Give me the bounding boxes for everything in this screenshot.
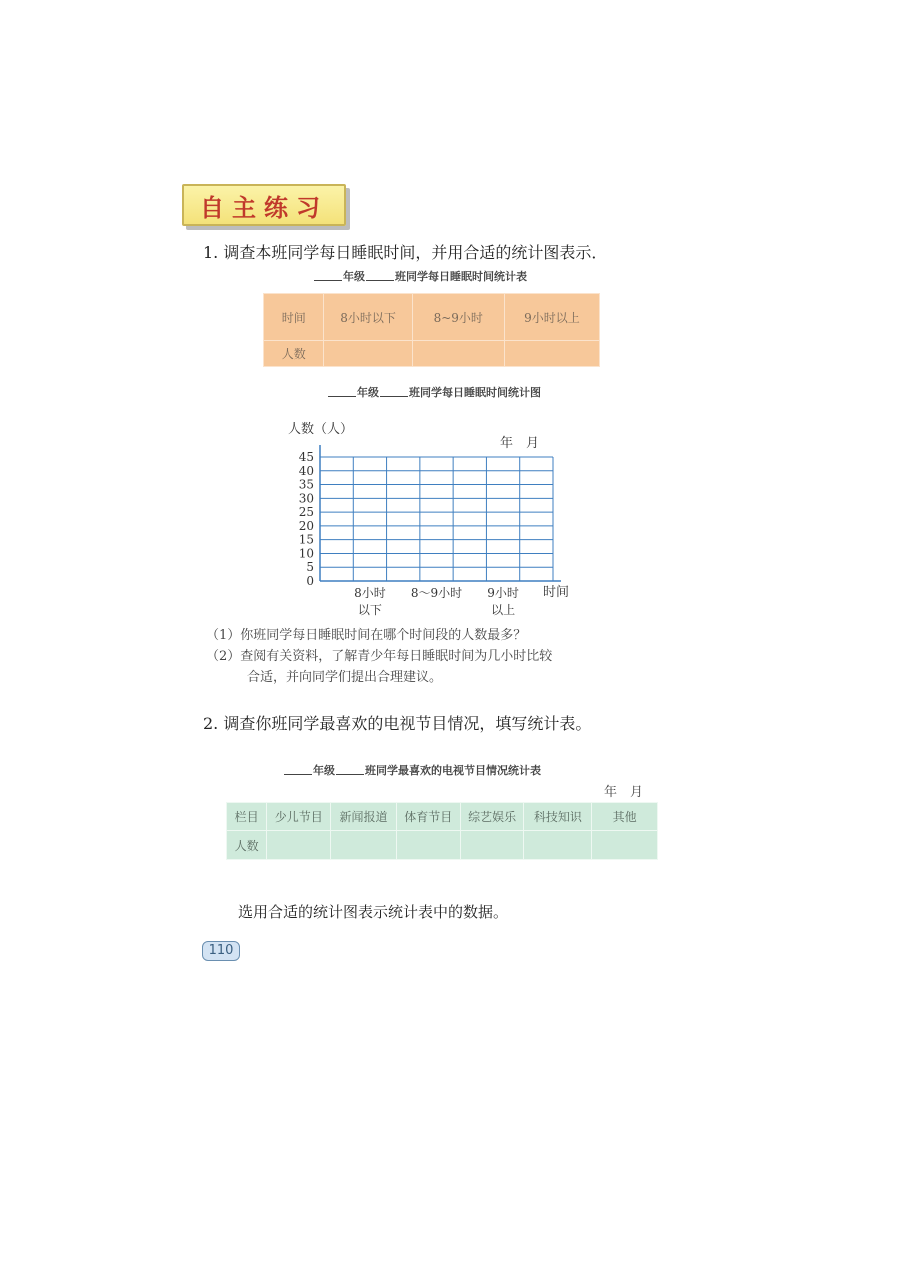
chart-date-label: 年 月 [500,436,540,451]
sleep-time-table [263,293,600,367]
table-1-header-cell: 9小时以上 [504,294,599,341]
y-tick-label: 15 [298,532,314,547]
grade-blank[interactable] [328,396,356,397]
y-tick-label: 45 [298,450,314,464]
table-2-header-cell: 其他 [592,803,658,831]
x-tick-label: 9小时 [487,586,519,600]
y-tick-label: 5 [306,560,314,575]
class-blank[interactable] [336,774,364,775]
chart-x-ticks [354,585,519,617]
question-2-instruction: 选用合适的统计图表示统计表中的数据。 [238,903,509,921]
grade-blank[interactable] [284,774,312,775]
table-2-header-cell: 少儿节目 [267,803,331,831]
table-1-input-cell[interactable] [412,341,504,367]
table-2-input-cell[interactable] [396,831,460,860]
table-2-input-cell[interactable] [592,831,658,860]
table-2-header-cell: 综艺娱乐 [460,803,524,831]
x-tick-label: 8～9小时 [410,586,463,600]
y-tick-label: 25 [298,505,314,520]
chart-caption: 年级 班同学每日睡眠时间统计图 [327,384,541,400]
chart-x-axis-label: 时间 [543,585,570,600]
table-2-input-cell[interactable] [460,831,524,860]
table-2-input-cell[interactable] [524,831,592,860]
chart-y-ticks [299,450,314,588]
y-tick-label: 40 [298,463,314,478]
table-1-header-cell: 8~9小时 [412,294,504,341]
chart-grid [320,445,561,581]
y-tick-label: 30 [298,491,314,506]
table-2-header-cell: 新闻报道 [331,803,397,831]
sleep-time-chart [270,410,590,620]
sub-question-2-line2: 合适，并向同学们提出合理建议。 [247,670,443,685]
y-tick-label: 20 [298,518,314,533]
class-blank[interactable] [380,396,408,397]
sub-question-2-line1: （2）查阅有关资料，了解青少年每日睡眠时间为几小时比较 [206,649,553,664]
x-tick-label: 以下 [357,603,382,617]
table-2-input-cell[interactable] [267,831,331,860]
x-tick-label: 8小时 [354,586,386,600]
table-2-row-label: 人数 [227,831,267,860]
table-2-input-cell[interactable] [331,831,397,860]
section-title: 自主练习 [182,184,346,226]
table-1-row-label: 人数 [264,341,324,367]
table-1-header-cell: 8小时以下 [324,294,412,341]
table-1-input-cell[interactable] [324,341,412,367]
table-2-header-cell: 科技知识 [524,803,592,831]
class-blank[interactable] [366,280,394,281]
grade-blank[interactable] [314,280,342,281]
question-1-text: 1. 调查本班同学每日睡眠时间，并用合适的统计图表示． [203,243,608,262]
table-1-caption: 年级 班同学每日睡眠时间统计表 [313,268,527,284]
table-2-caption: 年级 班同学最喜欢的电视节目情况统计表 [283,762,541,778]
table-1-input-cell[interactable] [504,341,599,367]
x-tick-label: 以上 [491,603,516,617]
sub-question-1: （1）你班同学每日睡眠时间在哪个时间段的人数最多？ [206,628,527,643]
y-tick-label: 0 [306,574,314,588]
table-2-header-cell: 体育节目 [396,803,460,831]
table-1-header-cell: 时间 [264,294,324,341]
y-tick-label: 35 [298,477,314,492]
table-2-header-cell: 栏目 [227,803,267,831]
page-number: 110 [202,941,240,961]
question-2-text: 2. 调查你班同学最喜欢的电视节目情况，填写统计表。 [203,714,592,733]
chart-y-axis-label: 人数（人） [288,422,354,437]
table-2-date-label: 年 月 [604,785,644,800]
y-tick-label: 10 [298,546,314,561]
tv-program-table [226,802,658,860]
